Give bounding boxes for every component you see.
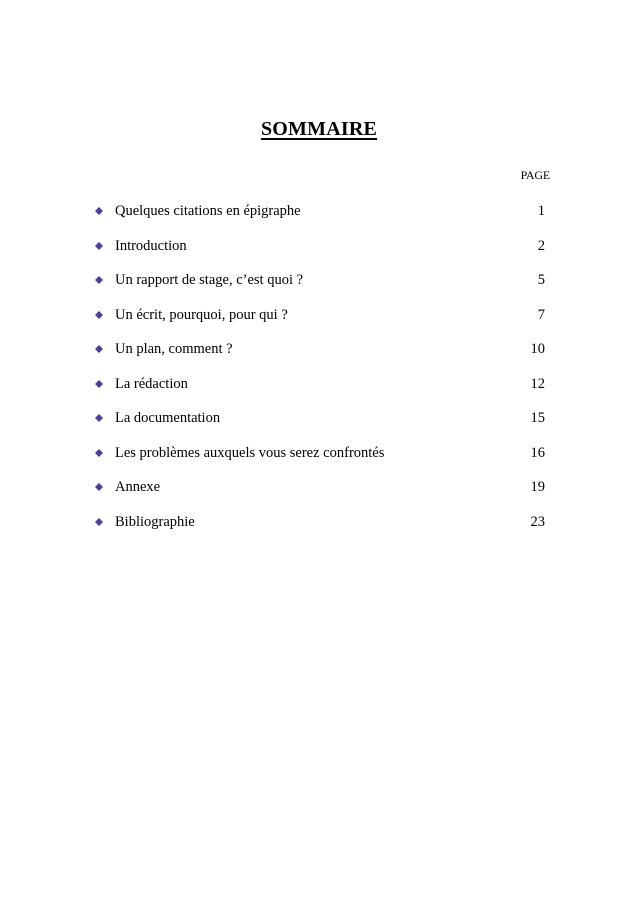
- diamond-bullet-icon: [95, 276, 103, 284]
- toc-entry: [95, 203, 545, 238]
- toc-entry-page: 5: [537, 272, 545, 288]
- toc-entry-label: Introduction: [115, 237, 187, 254]
- diamond-bullet-icon: [95, 380, 103, 388]
- page-column-header: PAGE: [520, 168, 550, 182]
- toc-entry-page: 10: [530, 341, 545, 357]
- toc-entry: [95, 272, 545, 307]
- diamond-bullet-icon: [95, 483, 103, 491]
- toc-entry-label: Un plan, comment ?: [115, 341, 233, 357]
- diamond-bullet-icon: [95, 311, 103, 319]
- toc-entry-page: 23: [530, 513, 545, 530]
- toc-entry-page: 19: [530, 479, 545, 495]
- diamond-bullet-icon: [95, 414, 103, 422]
- diamond-bullet-icon: [95, 345, 103, 353]
- toc-entry-page: 12: [530, 375, 545, 392]
- toc-entry-label: Annexe: [115, 479, 161, 495]
- toc-entry: [95, 307, 545, 342]
- toc-entry: [95, 479, 545, 514]
- diamond-bullet-icon: [95, 242, 103, 250]
- toc-entry: [95, 445, 545, 480]
- toc-entry-label: La rédaction: [115, 375, 188, 392]
- toc-entry-label: Un rapport de stage, c’est quoi ?: [115, 272, 304, 288]
- diamond-bullet-icon: [95, 449, 103, 457]
- toc-entry-page: 1: [537, 203, 545, 219]
- document-title: SOMMAIRE: [260, 118, 378, 140]
- table-of-contents: [95, 203, 545, 548]
- diamond-bullet-icon: [95, 518, 103, 526]
- toc-entry-page: 2: [537, 237, 545, 254]
- toc-entry: [95, 238, 545, 273]
- toc-entry: [95, 514, 545, 549]
- toc-entry-page: 15: [530, 410, 545, 426]
- toc-entry-label: Quelques citations en épigraphe: [115, 203, 301, 219]
- toc-entry-page: 7: [537, 306, 545, 323]
- toc-entry-page: 16: [530, 444, 545, 461]
- toc-entry-label: Un écrit, pourquoi, pour qui ?: [115, 306, 288, 323]
- toc-entry: [95, 410, 545, 445]
- toc-entry-label: Les problèmes auxquels vous serez confrontés: [115, 444, 385, 461]
- toc-entry-label: Bibliographie: [115, 513, 195, 530]
- toc-entry: [95, 341, 545, 376]
- toc-entry-label: La documentation: [115, 410, 221, 426]
- diamond-bullet-icon: [95, 207, 103, 215]
- toc-entry: [95, 376, 545, 411]
